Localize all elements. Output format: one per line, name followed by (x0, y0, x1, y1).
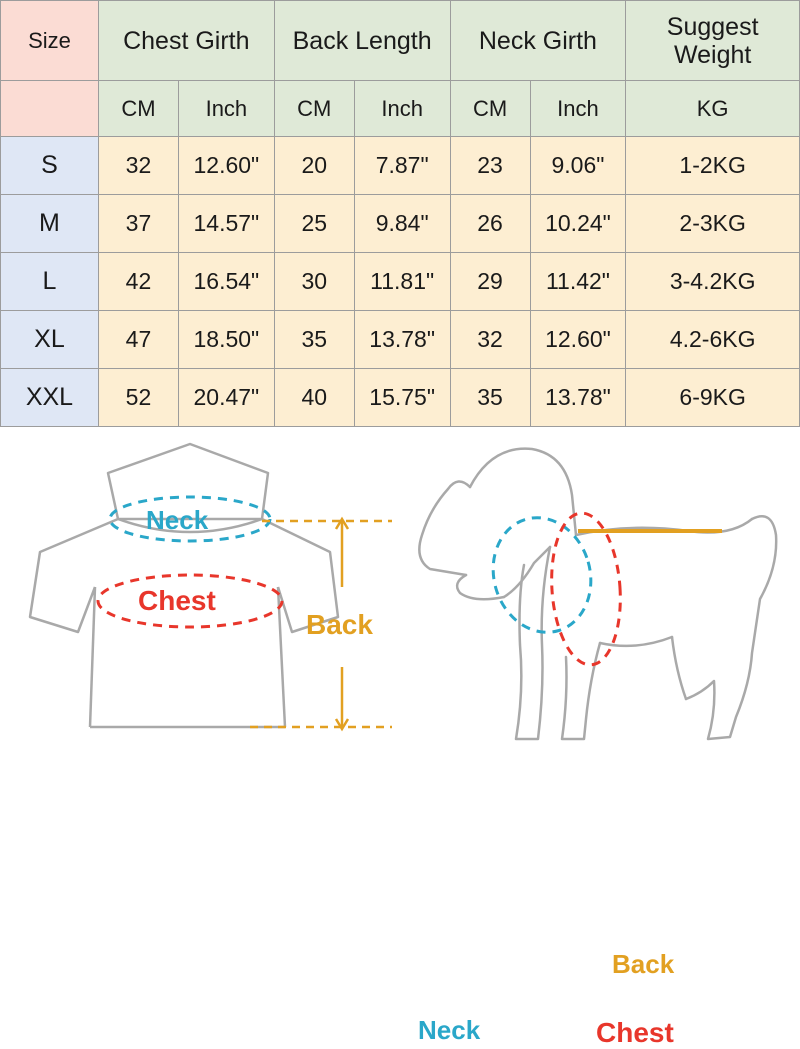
cell-chest-cm: 47 (98, 311, 178, 369)
table-row (1, 311, 800, 369)
header-neck-girth: Neck Girth (450, 1, 626, 81)
cell-back-cm: 25 (274, 195, 354, 253)
cell-weight: 2-3KG (626, 195, 800, 253)
row-size-label: XXL (1, 369, 99, 427)
header-unit-neck-cm: CM (450, 81, 530, 137)
row-size-label: XL (1, 311, 99, 369)
cell-chest-inch: 18.50" (179, 311, 275, 369)
header-unit-back-cm: CM (274, 81, 354, 137)
cell-neck-cm: 29 (450, 253, 530, 311)
cell-weight: 4.2-6KG (626, 311, 800, 369)
cell-neck-inch: 11.42" (530, 253, 626, 311)
cell-chest-cm: 37 (98, 195, 178, 253)
header-unit-blank (1, 81, 99, 137)
cell-back-inch: 11.81" (354, 253, 450, 311)
cell-chest-inch: 14.57" (179, 195, 275, 253)
header-unit-neck-inch: Inch (530, 81, 626, 137)
garment-back-label: Back (306, 609, 373, 640)
cell-neck-cm: 26 (450, 195, 530, 253)
cell-back-cm: 20 (274, 137, 354, 195)
cell-chest-cm: 52 (98, 369, 178, 427)
cell-chest-inch: 16.54" (179, 253, 275, 311)
cell-chest-inch: 12.60" (179, 137, 275, 195)
cell-back-inch: 7.87" (354, 137, 450, 195)
header-suggest-weight: Suggest Weight (626, 1, 800, 81)
cell-weight: 1-2KG (626, 137, 800, 195)
cell-back-inch: 13.78" (354, 311, 450, 369)
cell-neck-inch: 10.24" (530, 195, 626, 253)
table-row (1, 195, 800, 253)
row-size-label: S (1, 137, 99, 195)
header-back-length: Back Length (274, 1, 450, 81)
cell-back-cm: 35 (274, 311, 354, 369)
cell-neck-inch: 13.78" (530, 369, 626, 427)
cell-back-cm: 30 (274, 253, 354, 311)
row-size-label: M (1, 195, 99, 253)
cell-back-inch: 15.75" (354, 369, 450, 427)
cell-chest-cm: 42 (98, 253, 178, 311)
cell-chest-cm: 32 (98, 137, 178, 195)
cell-neck-inch: 9.06" (530, 137, 626, 195)
cell-chest-inch: 20.47" (179, 369, 275, 427)
table-header-row-units (1, 81, 800, 137)
dog-diagram (400, 427, 800, 797)
measurement-illustrations (0, 427, 800, 1048)
row-size-label: L (1, 253, 99, 311)
header-size: Size (1, 1, 99, 81)
header-unit-back-inch: Inch (354, 81, 450, 137)
header-chest-girth: Chest Girth (98, 1, 274, 81)
garment-chest-label: Chest (138, 585, 216, 616)
header-unit-weight-kg: KG (626, 81, 800, 137)
cell-neck-cm: 32 (450, 311, 530, 369)
dog-chest-label: Chest (596, 1017, 674, 1048)
table-row (1, 253, 800, 311)
table-row (1, 369, 800, 427)
table-header-row-primary (1, 1, 800, 81)
cell-weight: 3-4.2KG (626, 253, 800, 311)
dog-outline (419, 449, 776, 739)
table-row (1, 137, 800, 195)
cell-neck-cm: 23 (450, 137, 530, 195)
chest-measure-ellipse (547, 511, 625, 667)
header-unit-chest-inch: Inch (179, 81, 275, 137)
header-unit-chest-cm: CM (98, 81, 178, 137)
dog-neck-label: Neck (418, 1015, 481, 1045)
garment-neck-label: Neck (146, 505, 209, 535)
cell-neck-inch: 12.60" (530, 311, 626, 369)
cell-weight: 6-9KG (626, 369, 800, 427)
cell-back-inch: 9.84" (354, 195, 450, 253)
size-chart-table (0, 0, 800, 427)
dog-back-label: Back (612, 949, 675, 979)
cell-neck-cm: 35 (450, 369, 530, 427)
cell-back-cm: 40 (274, 369, 354, 427)
